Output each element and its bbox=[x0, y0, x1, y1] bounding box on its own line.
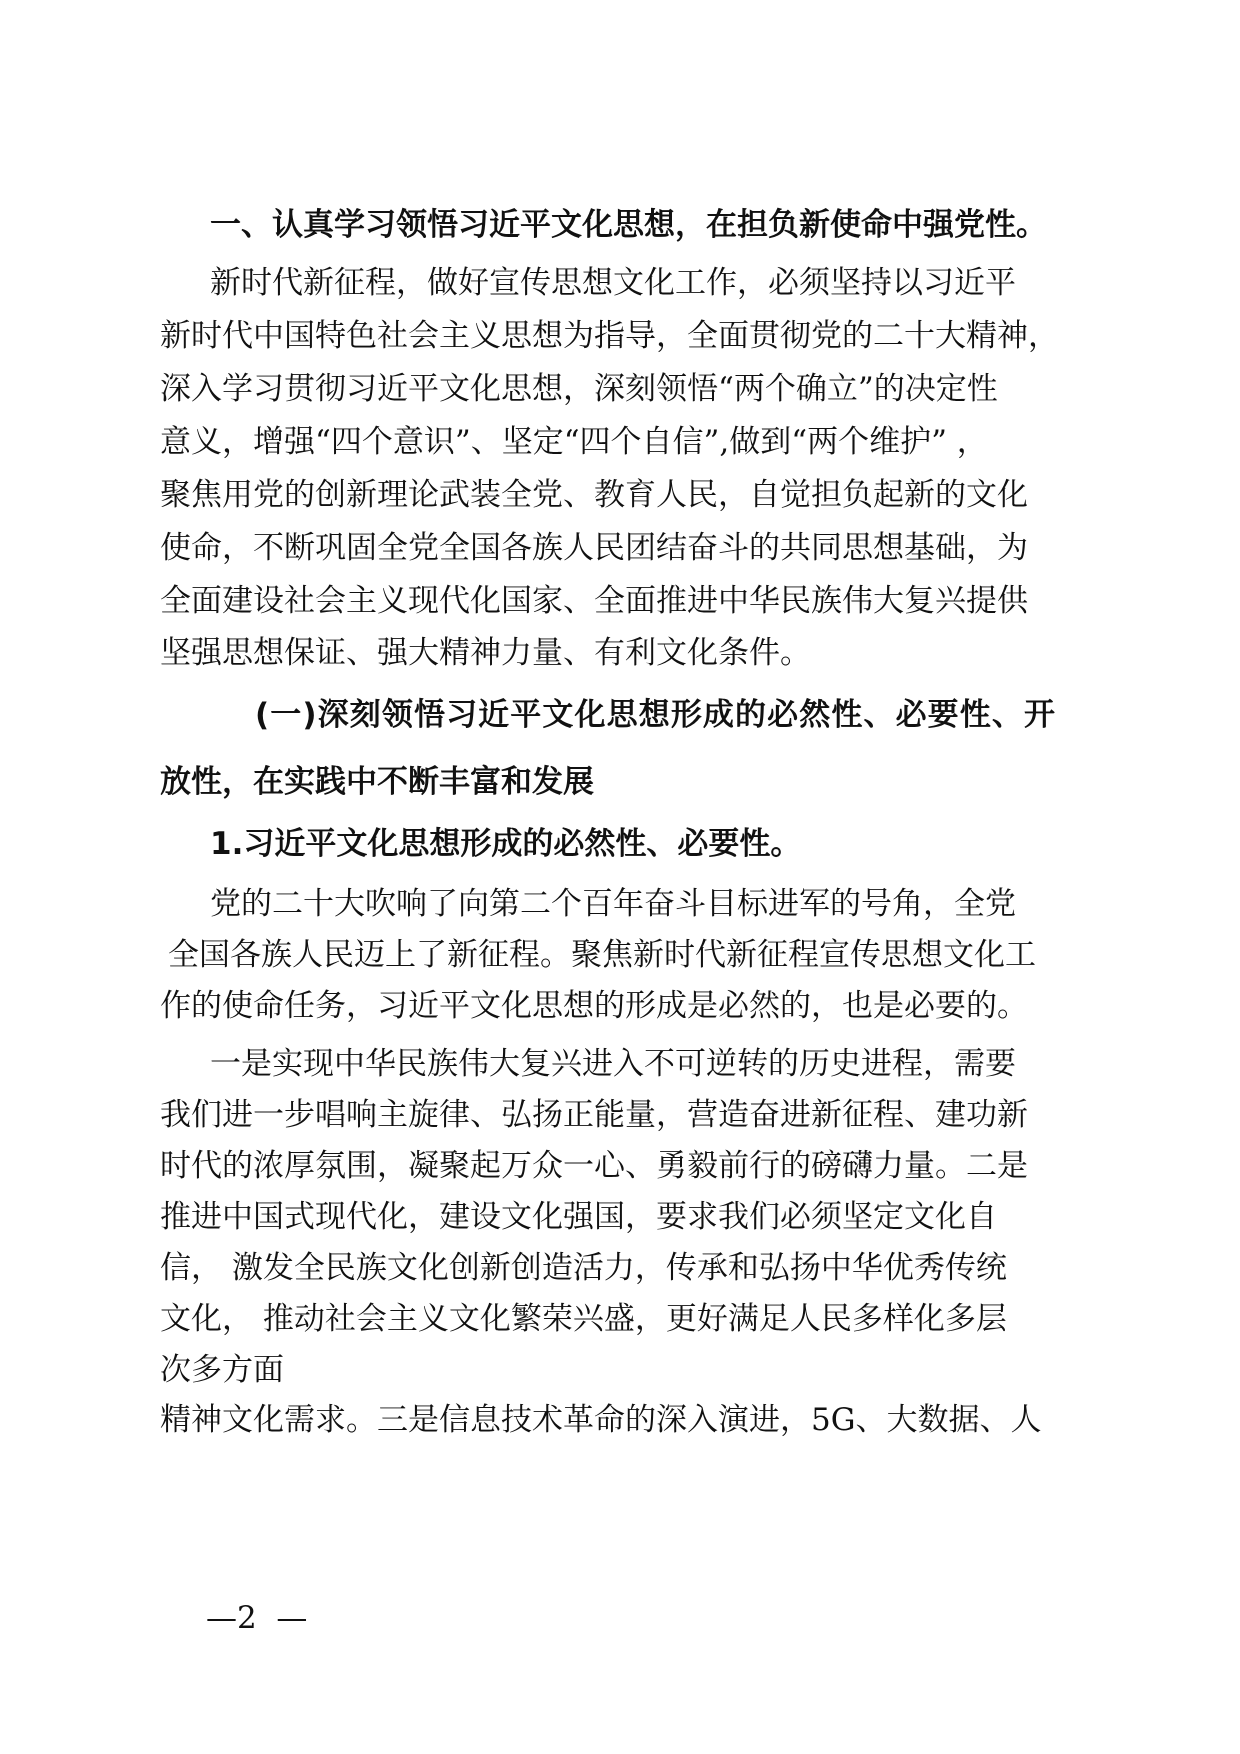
paragraph-line: 时代的浓厚氛围，凝聚起万众一心、勇毅前行的磅礴力量。二是 bbox=[160, 1148, 1028, 1184]
paragraph-line: 我们进一步唱响主旋律、弘扬正能量，营造奋进新征程、建功新 bbox=[160, 1097, 1028, 1133]
paragraph-line: 新时代中国特色社会主义思想为指导，全面贯彻党的二十大精神， bbox=[160, 318, 1059, 354]
paragraph-line: 次多方面 bbox=[160, 1352, 284, 1388]
paragraph-line: 使命，不断巩固全党全国各族人民团结奋斗的共同思想基础，为 bbox=[160, 530, 1028, 566]
paragraph-line: 意义，增强“四个意识”、坚定“四个自信”,做到“两个维护” ， bbox=[160, 424, 988, 460]
paragraph-line: 新时代新征程，做好宣传思想文化工作，必须坚持以习近平 bbox=[210, 265, 1016, 301]
item-heading: 1.习近平文化思想形成的必然性、必要性。 bbox=[210, 826, 802, 862]
paragraph-line: 全面建设社会主义现代化国家、全面推进中华民族伟大复兴提供 bbox=[160, 583, 1028, 619]
paragraph-line: 一是实现中华民族伟大复兴进入不可逆转的历史进程，需要 bbox=[210, 1046, 1016, 1082]
section-heading: 一、认真学习领悟习近平文化思想，在担负新使命中强党性。 bbox=[210, 207, 1047, 243]
paragraph-line: 信， 激发全民族文化创新创造活力，传承和弘扬中华优秀传统 bbox=[160, 1250, 1007, 1286]
paragraph-line: 坚强思想保证、强大精神力量、有利文化条件。 bbox=[160, 635, 811, 671]
paragraph-line: 推进中国式现代化，建设文化强国，要求我们必须坚定文化自 bbox=[160, 1199, 997, 1235]
page-number: —2 — bbox=[206, 1600, 308, 1636]
paragraph-line: 党的二十大吹响了向第二个百年奋斗目标进军的号角，全党 bbox=[210, 886, 1016, 922]
paragraph-line: 全国各族人民迈上了新征程。聚焦新时代新征程宣传思想文化工 bbox=[168, 937, 1036, 973]
paragraph-line: 作的使命任务，习近平文化思想的形成是必然的，也是必要的。 bbox=[160, 988, 1028, 1024]
paragraph-line: 文化， 推动社会主义文化繁荣兴盛，更好满足人民多样化多层 bbox=[160, 1301, 1007, 1337]
paragraph-line: 精神文化需求。三是信息技术革命的深入演进，5G、大数据、人 bbox=[160, 1402, 1042, 1438]
paragraph-line: 聚焦用党的创新理论武装全党、教育人民，自觉担负起新的文化 bbox=[160, 477, 1028, 513]
subsection-heading: 放性，在实践中不断丰富和发展 bbox=[160, 764, 594, 800]
paragraph-line: 深入学习贯彻习近平文化思想，深刻领悟“两个确立”的决定性 bbox=[160, 371, 998, 407]
subsection-heading: (一)深刻领悟习近平文化思想形成的必然性、必要性、开 bbox=[255, 697, 1055, 733]
